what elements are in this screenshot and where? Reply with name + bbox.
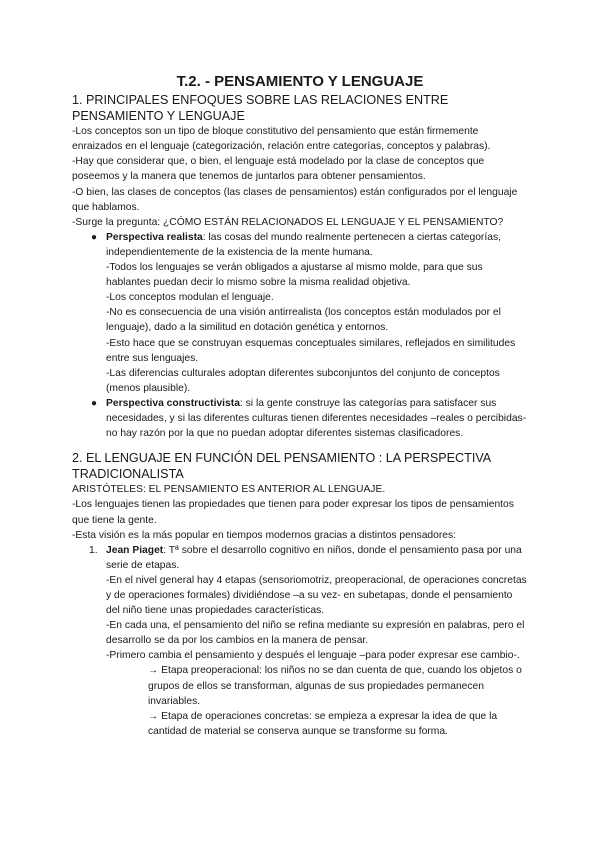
arrow-item: → Etapa de operaciones concretas: se empieza a expresar la idea de que la cantidad de material se conserva aunque se transforme su forma. [148, 710, 498, 737]
paragraph: -Los conceptos son un tipo de bloque constitutivo del pensamiento que están firmemente enraizados en el lenguaje (categorización, relación entre categorías, conceptos y palabras). [72, 126, 491, 153]
sub-paragraph: -En cada una, el pensamiento del niño se refina mediante su expresión en palabras, pero el desarrollo se da por los cambios en la manera de pensar. [106, 620, 525, 647]
paragraph: -O bien, las clases de conceptos (las clases de pensamientos) están configurados por el lenguaje que hablamos. [72, 186, 518, 213]
section-2-heading: 2. EL LENGUAJE EN FUNCIÓN DEL PENSAMIENTO : LA PERSPECTIVA TRADICIONALISTA [72, 451, 491, 481]
sub-paragraph: -En el nivel general hay 4 etapas (sensoriomotriz, preoperacional, de operaciones concretas y de operaciones formales) dividiéndose –a su vez- en subetapas, donde el pensamiento del niño tiene unas propiedades características. [106, 574, 527, 617]
term-piaget: Jean Piaget [106, 544, 164, 556]
bullet-icon: ● [91, 231, 98, 243]
term-constructivista: Perspectiva constructivista [106, 397, 240, 409]
term-realista: Perspectiva realista [106, 231, 203, 243]
item-text: : Tª sobre el desarrollo cognitivo en niños, donde el pensamiento pasa por una serie de etapas. [106, 544, 522, 571]
sub-paragraph: -No es consecuencia de una visión antirrealista (los conceptos están modulados por el lenguaje), dado a la similitud en dotación genética y entornos. [106, 307, 501, 334]
sub-paragraph: -Los conceptos modulan el lenguaje. [106, 292, 274, 304]
paragraph: -Surge la pregunta: ¿CÓMO ESTÁN RELACIONADOS EL LENGUAJE Y EL PENSAMIENTO? [72, 216, 504, 228]
bullet-text: : las cosas del mundo realmente pertenecen a ciertas categorías, independientemente de la existencia de la mente humana. [106, 231, 501, 258]
item-number: 1. [89, 544, 98, 556]
sub-paragraph: -Esto hace que se construyan esquemas conceptuales similares, reflejados en similitudes entre sus lenguajes. [106, 337, 516, 364]
sub-paragraph: -Todos los lenguajes se verán obligados a ajustarse al mismo molde, para que sus hablantes puedan decir lo mismo sobre la misma realidad objetiva. [106, 262, 483, 289]
bullet-icon: ● [91, 397, 98, 409]
arrow-item: → Etapa preoperacional: los niños no se dan cuenta de que, cuando los objetos o grupos de ellos se transforman, algunas de sus propiedades permanecen invariables. [148, 665, 522, 707]
paragraph: -Esta visión es la más popular en tiempos modernos gracias a distintos pensadores: [72, 529, 457, 541]
document-title: T.2. - PENSAMIENTO Y LENGUAJE [176, 73, 424, 90]
paragraph: -Los lenguajes tienen las propiedades que tienen para poder expresar los tipos de pensamientos que tiene la gente. [72, 499, 514, 526]
bullet-item-realista [72, 230, 528, 260]
paragraph: -Hay que considerar que, o bien, el lenguaje está modelado por la clase de conceptos que poseemos y la manera que tenemos de juntarlos para obtener pensamientos. [72, 156, 485, 183]
bullet-item-constructivista [72, 396, 528, 441]
sub-paragraph: -Las diferencias culturales adoptan diferentes subconjuntos del conjunto de conceptos (menos plausible). [106, 367, 500, 394]
numbered-item-piaget [72, 543, 528, 573]
sub-paragraph: -Primero cambia el pensamiento y después el lenguaje –para poder expresar ese cambio-. [106, 650, 520, 662]
bullet-text: : si la gente construye las categorías para satisfacer sus necesidades, y si las diferentes culturas tienen diferentes necesidades –reales o percibidas- no hay razón por la que no puedan adoptar diferentes sistemas clasificadores. [106, 397, 527, 440]
section-1-heading: 1. PRINCIPALES ENFOQUES SOBRE LAS RELACIONES ENTRE PENSAMIENTO Y LENGUAJE [72, 93, 449, 123]
section-2-subheading: ARISTÓTELES: EL PENSAMIENTO ES ANTERIOR AL LENGUAJE. [72, 484, 386, 496]
